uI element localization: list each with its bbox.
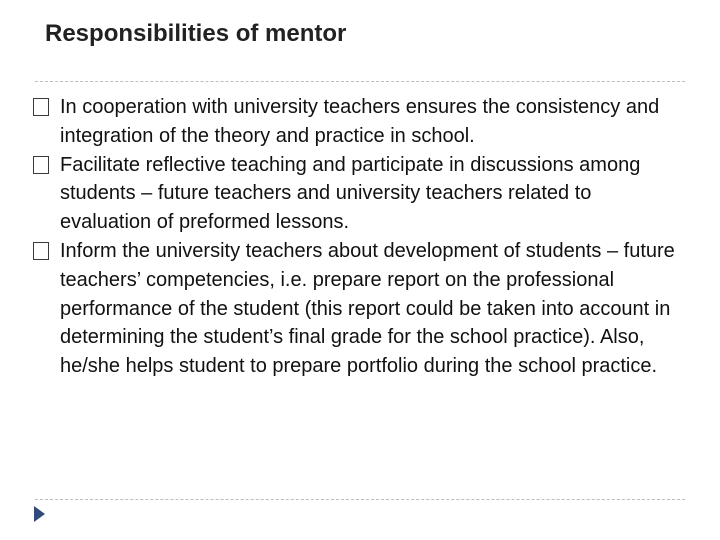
- list-item: [33, 237, 683, 381]
- bullet-list: [33, 93, 683, 381]
- list-item-text: In cooperation with university teachers ensures the consistency and integration of the theory and practice in school.: [60, 96, 660, 147]
- bottom-divider: [35, 499, 685, 500]
- checkbox-square-icon: [33, 242, 49, 260]
- checkbox-square-icon: [33, 98, 49, 116]
- top-divider: [35, 81, 685, 82]
- list-item-text: Inform the university teachers about development of students – future teachers’ competencies, i.e. prepare report on the professional performance of the student (this report could be taken into account in determining the student’s final grade for the school practice). Also, he/she helps student to prepare portfolio during the school practice.: [60, 239, 675, 378]
- list-item: [33, 93, 683, 151]
- triangle-right-icon[interactable]: [34, 506, 45, 522]
- list-item-text: Facilitate reflective teaching and participate in discussions among students – future teachers and university teachers related to evaluation of preformed lessons.: [60, 153, 641, 234]
- slide-title: Responsibilities of mentor: [45, 20, 347, 47]
- checkbox-square-icon: [33, 156, 49, 174]
- list-item: [33, 151, 683, 237]
